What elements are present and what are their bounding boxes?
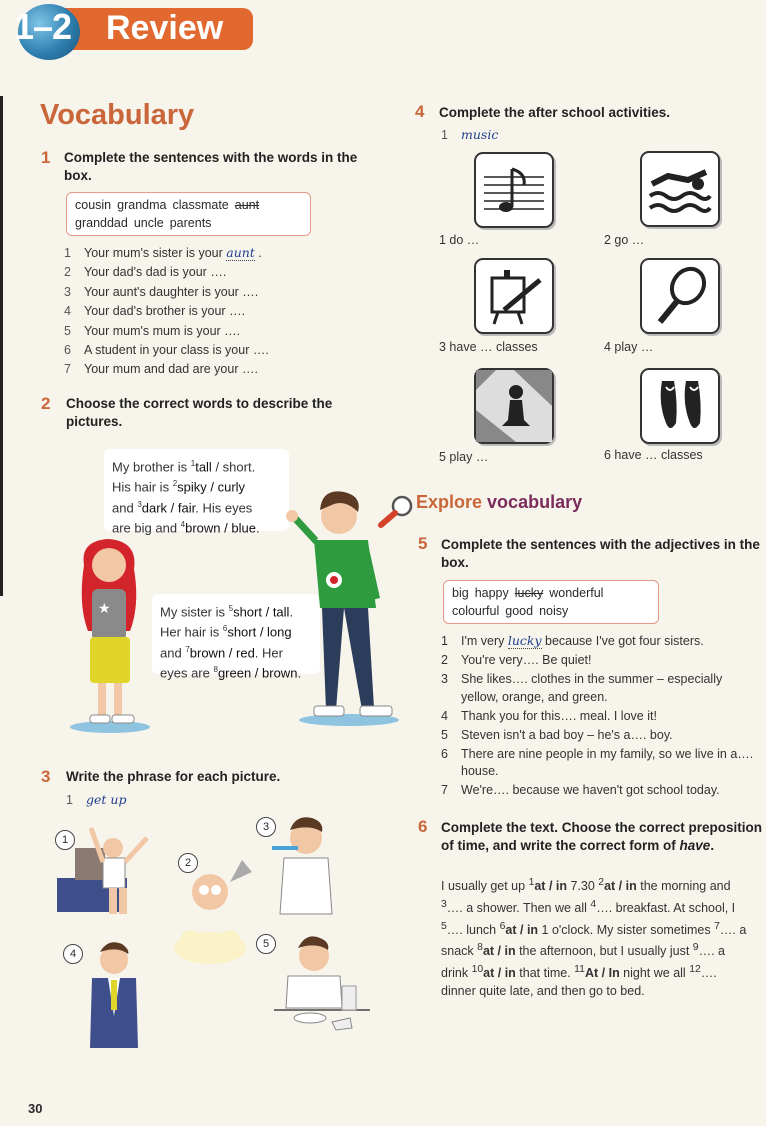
brush-teeth-illustration (266, 810, 356, 920)
ex4-caption: 3 have … classes (439, 340, 538, 354)
item-number: 5 (64, 323, 71, 338)
item-text: …. clothes in the summer – especially yellow, orange, and green. (461, 671, 723, 704)
text-run: . (255, 520, 260, 536)
superscript-number: 5 (228, 604, 234, 613)
item-number: 5 (441, 727, 448, 742)
ex6-number: 6 (418, 817, 428, 836)
word-box-item: granddad (75, 216, 128, 230)
ex5-number: 5 (418, 534, 428, 553)
ex5-sentence (441, 782, 761, 800)
text-run: My brother is (112, 459, 191, 475)
item-text: Your mum's mum is your (84, 323, 225, 338)
item-number: 3 (441, 671, 448, 686)
item-number: 2 (64, 265, 71, 280)
music-tile (474, 152, 554, 228)
shower-illustration (160, 852, 260, 968)
superscript-number: 6 (222, 624, 228, 634)
option-choice: at / in (534, 879, 568, 894)
superscript-number: 2 (598, 877, 605, 888)
item-text: You're very (461, 652, 523, 667)
superscript-number: 1 (190, 459, 196, 468)
item-number: 7 (64, 362, 71, 377)
get-dressed-illustration (78, 936, 158, 1050)
text-run: …. dinner quite late, and then go to bed. (441, 966, 717, 998)
ex1-sentence (64, 360, 364, 379)
superscript-number: 11 (574, 964, 585, 975)
option-choice: short / tall (233, 604, 290, 620)
text-run: eyes are (160, 665, 214, 681)
option-choice: green / brown (217, 665, 298, 681)
svg-text:★: ★ (98, 600, 111, 616)
superscript-number: 12 (689, 964, 701, 975)
text-run: 1 o'clock. My sister sometimes (538, 922, 715, 937)
section-title: Vocabulary (40, 99, 195, 131)
option-choice: tall (195, 459, 212, 475)
picture-number: 5 (256, 934, 276, 954)
word-box-item: noisy (539, 604, 569, 618)
get-up-illustration (55, 816, 155, 924)
item-end: . (254, 246, 262, 260)
text-run: My sister is (160, 604, 229, 620)
item-answer: aunt (226, 245, 255, 260)
option-choice: at / in (505, 922, 539, 937)
ex1-word-box (66, 192, 311, 236)
ex2-number: 2 (41, 394, 51, 413)
ex4-caption: 4 play … (604, 340, 654, 354)
text-run: the morning and (636, 879, 731, 894)
item-number: 6 (64, 343, 71, 358)
superscript-number: 3 (441, 898, 447, 910)
word-box-item: big (452, 586, 469, 600)
text-run: and (112, 499, 138, 515)
explore-vocabulary-title (416, 492, 582, 513)
word-box-item: grandma (117, 198, 167, 212)
ex3-instruction: Write the phrase for each picture. (66, 769, 281, 784)
picture-number: 3 (256, 817, 276, 837)
word-box-item: lucky (514, 586, 544, 600)
superscript-number: 4 (180, 519, 186, 529)
word-box-item: classmate (172, 198, 229, 212)
superscript-number: 7 (185, 644, 190, 654)
ex4-caption: 1 do … (439, 233, 480, 247)
text-run: Her hair is (160, 624, 223, 640)
text-run: 7.30 (567, 879, 599, 894)
ex1-sentence (64, 283, 364, 302)
item-end: …. (210, 265, 227, 280)
ex6-instruction-end: . (710, 838, 715, 853)
text-run: night we all (619, 966, 690, 981)
item-text: …. boy. (630, 727, 673, 742)
ex1-number: 1 (41, 148, 51, 167)
page-edge-rule (0, 96, 3, 596)
ex6-instruction (441, 819, 763, 855)
superscript-number: 7 (714, 920, 720, 932)
art-tile (474, 258, 554, 334)
item-number: 2 (441, 652, 448, 667)
explore-word: Explore (416, 492, 483, 512)
option-choice: spiky / curly (177, 479, 246, 495)
item-text: Your mum's sister is your (84, 246, 227, 260)
text-run: His hair is (112, 479, 173, 495)
text-run: that time. (515, 966, 575, 981)
ex4-example-number: 1 (441, 128, 448, 142)
chess-tile (474, 368, 554, 444)
ex1-instruction: Complete the sentences with the words in the box. (64, 150, 358, 183)
ex6-instruction-text: Complete the text. Choose the correct preposition of time, and write the correct form of (441, 820, 763, 853)
item-text: …. house. (461, 746, 754, 779)
superscript-number: 3 (137, 499, 142, 509)
superscript-number: 9 (692, 942, 699, 954)
option-choice: at / in (604, 879, 637, 894)
superscript-number: 2 (172, 479, 178, 489)
picture-number: 4 (63, 944, 83, 964)
ex1-sentence (64, 263, 364, 282)
speech-bubble-brother (104, 449, 289, 536)
item-end: …. (224, 323, 241, 338)
text-run: / short. (211, 459, 256, 475)
word-box-item: uncle (133, 216, 164, 230)
have-breakfast-illustration (270, 930, 370, 1034)
option-choice: brown / blue (185, 520, 256, 536)
option-choice: at / in (482, 944, 516, 959)
item-text: A student in your class is your (84, 343, 253, 358)
item-number: 7 (441, 783, 448, 798)
item-number: 4 (64, 304, 71, 319)
option-choice: At / In (584, 966, 620, 981)
ex5-sentence (441, 671, 761, 706)
ex5-word-box (443, 580, 659, 624)
tennis-racket-icon (648, 266, 712, 326)
ex4-number: 4 (415, 102, 425, 121)
word-box-item: cousin (75, 198, 112, 212)
option-choice: short / long (227, 624, 292, 640)
word-box-item: good (505, 604, 534, 618)
item-text: because I've got four sisters. (541, 634, 704, 648)
item-text: Your mum and dad are your (84, 362, 242, 377)
text-run: …. a drink (441, 944, 725, 981)
ex4-caption: 6 have … classes (604, 448, 703, 462)
item-end: …. (241, 362, 258, 377)
item-text: Steven isn't a bad boy – he's a (461, 727, 631, 742)
superscript-number: 5 (441, 920, 447, 932)
option-choice: dark / fair (141, 499, 196, 515)
ex6-instruction-have: have (679, 838, 711, 853)
word-box-item: colourful (452, 604, 500, 618)
easel-brush-icon (482, 266, 546, 326)
item-text: I'm very (461, 634, 508, 648)
ballet-shoes-icon (648, 373, 712, 439)
item-text: Thank you for this (461, 708, 561, 723)
item-text: …. because we haven't got school today. (493, 783, 720, 798)
tennis-tile (640, 258, 720, 334)
ex5-sentence (441, 708, 761, 726)
ex1-sentence (64, 243, 364, 263)
text-run: the afternoon, but I usually just (515, 944, 693, 959)
ex5-sentence (441, 746, 761, 781)
ex1-sentences (64, 243, 364, 380)
option-choice: brown / red (189, 644, 255, 660)
superscript-number: 10 (471, 964, 484, 975)
text-run: are big and (112, 520, 181, 536)
superscript-number: 1 (528, 877, 535, 888)
chess-pawn-icon (476, 370, 552, 442)
unit-title: Review (106, 9, 224, 47)
text-run: …. breakfast. At school, I (596, 900, 736, 915)
ex3-number: 3 (41, 767, 51, 786)
text-run: . (289, 604, 294, 620)
text-run: …. a shower. Then we all (446, 900, 591, 915)
swimming-icon (648, 162, 712, 216)
ex3-example (66, 790, 126, 810)
text-run: …. a snack (441, 922, 747, 959)
text-run: . (297, 665, 302, 681)
word-box-item: happy (474, 586, 509, 600)
item-text: She likes (461, 671, 512, 686)
item-number: 1 (441, 634, 448, 648)
ex5-sentence (441, 652, 761, 670)
page-number: 30 (28, 1101, 43, 1116)
ex3-example-answer: get up (86, 792, 127, 807)
superscript-number: 8 (477, 942, 483, 954)
ex1-sentence (64, 322, 364, 341)
ex5-sentence (441, 632, 761, 651)
vocabulary-word: vocabulary (487, 492, 583, 512)
item-number: 6 (441, 746, 448, 761)
superscript-number: 6 (499, 920, 506, 932)
item-text: Your dad's dad is your (84, 265, 211, 280)
ex4-example (441, 125, 498, 145)
word-box-item: wonderful (549, 586, 604, 600)
item-text: There are nine people in my family, so we live in a (461, 746, 738, 761)
item-number: 3 (64, 284, 71, 299)
ex1-sentence (64, 302, 364, 321)
item-number: 4 (441, 708, 448, 723)
superscript-number: 8 (213, 664, 218, 674)
item-text: Your dad's brother is your (84, 304, 230, 319)
text-run: . His eyes (195, 499, 253, 515)
item-end: …. (252, 343, 269, 358)
music-icon (482, 163, 546, 217)
item-text: Your aunt's daughter is your (84, 284, 243, 299)
unit-number: 1–2 (14, 6, 72, 47)
word-box-item: aunt (234, 198, 260, 212)
option-choice: at / in (483, 966, 516, 981)
item-end: …. (229, 304, 246, 319)
magnifier-icon (378, 494, 414, 530)
picture-number: 2 (178, 853, 198, 873)
item-end: …. (242, 284, 259, 299)
picture-number: 1 (55, 830, 75, 850)
item-answer: lucky (507, 633, 542, 648)
ex2-instruction: Choose the correct words to describe the pictures. (66, 396, 333, 429)
word-box-item: parents (169, 216, 212, 230)
ex1-sentence (64, 341, 364, 360)
item-text: …. Be quiet! (522, 652, 592, 667)
ex4-caption: 5 play … (439, 450, 489, 464)
item-text: …. meal. I love it! (560, 708, 657, 723)
ballet-tile (640, 368, 720, 444)
text-run: . Her (254, 644, 283, 660)
swimming-tile (640, 151, 720, 227)
item-number: 1 (64, 246, 71, 260)
ex4-instruction: Complete the after school activities. (439, 105, 671, 120)
text-run: I usually get up (441, 879, 529, 894)
ex5-sentences (441, 632, 761, 801)
text-run: …. lunch (446, 922, 500, 937)
girl-illustration (60, 535, 160, 735)
superscript-number: 4 (590, 898, 597, 910)
ex3-example-number: 1 (66, 793, 73, 807)
ex4-example-answer: music (461, 127, 499, 142)
item-text: We're (461, 783, 494, 798)
text-run: and (160, 644, 186, 660)
ex5-sentence (441, 727, 761, 745)
ex6-text (441, 874, 753, 1000)
ex5-instruction: Complete the sentences with the adjectives in the box. (441, 537, 760, 570)
ex4-caption: 2 go … (604, 233, 645, 247)
